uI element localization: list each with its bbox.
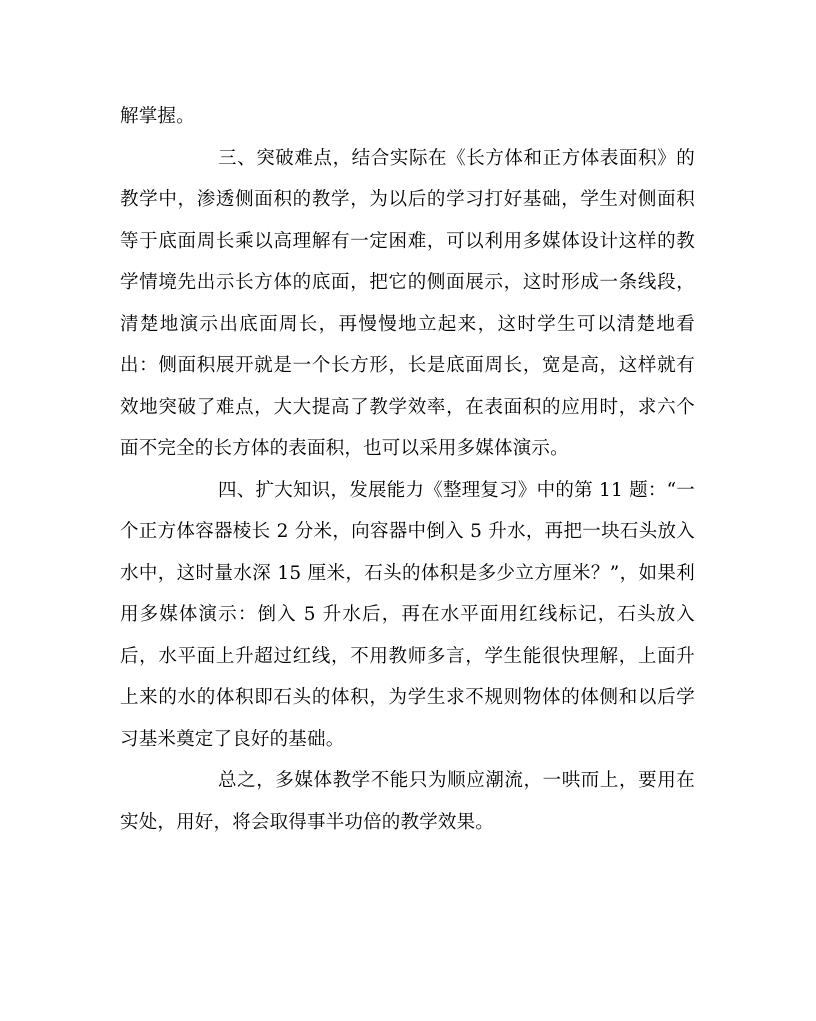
paragraph-three-breakthrough: 三、突破难点，结合实际在《长方体和正方体表面积》的教学中，渗透侧面积的教学，为以后的学习打好基础，学生对侧面积等于底面周长乘以高理解有一定困难，可以利用多媒体设计这样的教学情境先出示长方体的底面，把它的侧面展示，这时形成一条线段，清楚地演示出底面周长，再慢慢地立起来，这时学生可以清楚地看出：侧面积展开就是一个长方形，长是底面周长，宽是高，这样就有效地突破了难点，大大提高了教学效率，在表面积的应用时，求六个面不完全的长方体的表面积，也可以采用多媒体演示。 — [120, 147, 695, 459]
document-body — [120, 96, 695, 843]
paragraph-conclusion: 总之，多媒体教学不能只为顺应潮流，一哄而上，要用在实处，用好，将会取得事半功倍的教学效果。 — [120, 770, 695, 833]
paragraph-four-expand-knowledge: 四、扩大知识，发展能力《整理复习》中的第 11 题：“一个正方体容器棱长 2 分米，向容器中倒入 5 升水，再把一块石头放入水中，这时量水深 15 厘米，石头的体积是多少立方厘米？”，如果利用多媒体演示：倒入 5 升水后，再在水平面用红线标记，石头放入后，水平面上升超过红线，不用教师多言，学生能很快理解，上面升上来的水的体积即石头的体积，为学生求不规则物体的体侧和以后学习基米奠定了良好的基础。 — [120, 479, 695, 750]
paragraph-continuation: 解掌握。 — [120, 106, 195, 127]
